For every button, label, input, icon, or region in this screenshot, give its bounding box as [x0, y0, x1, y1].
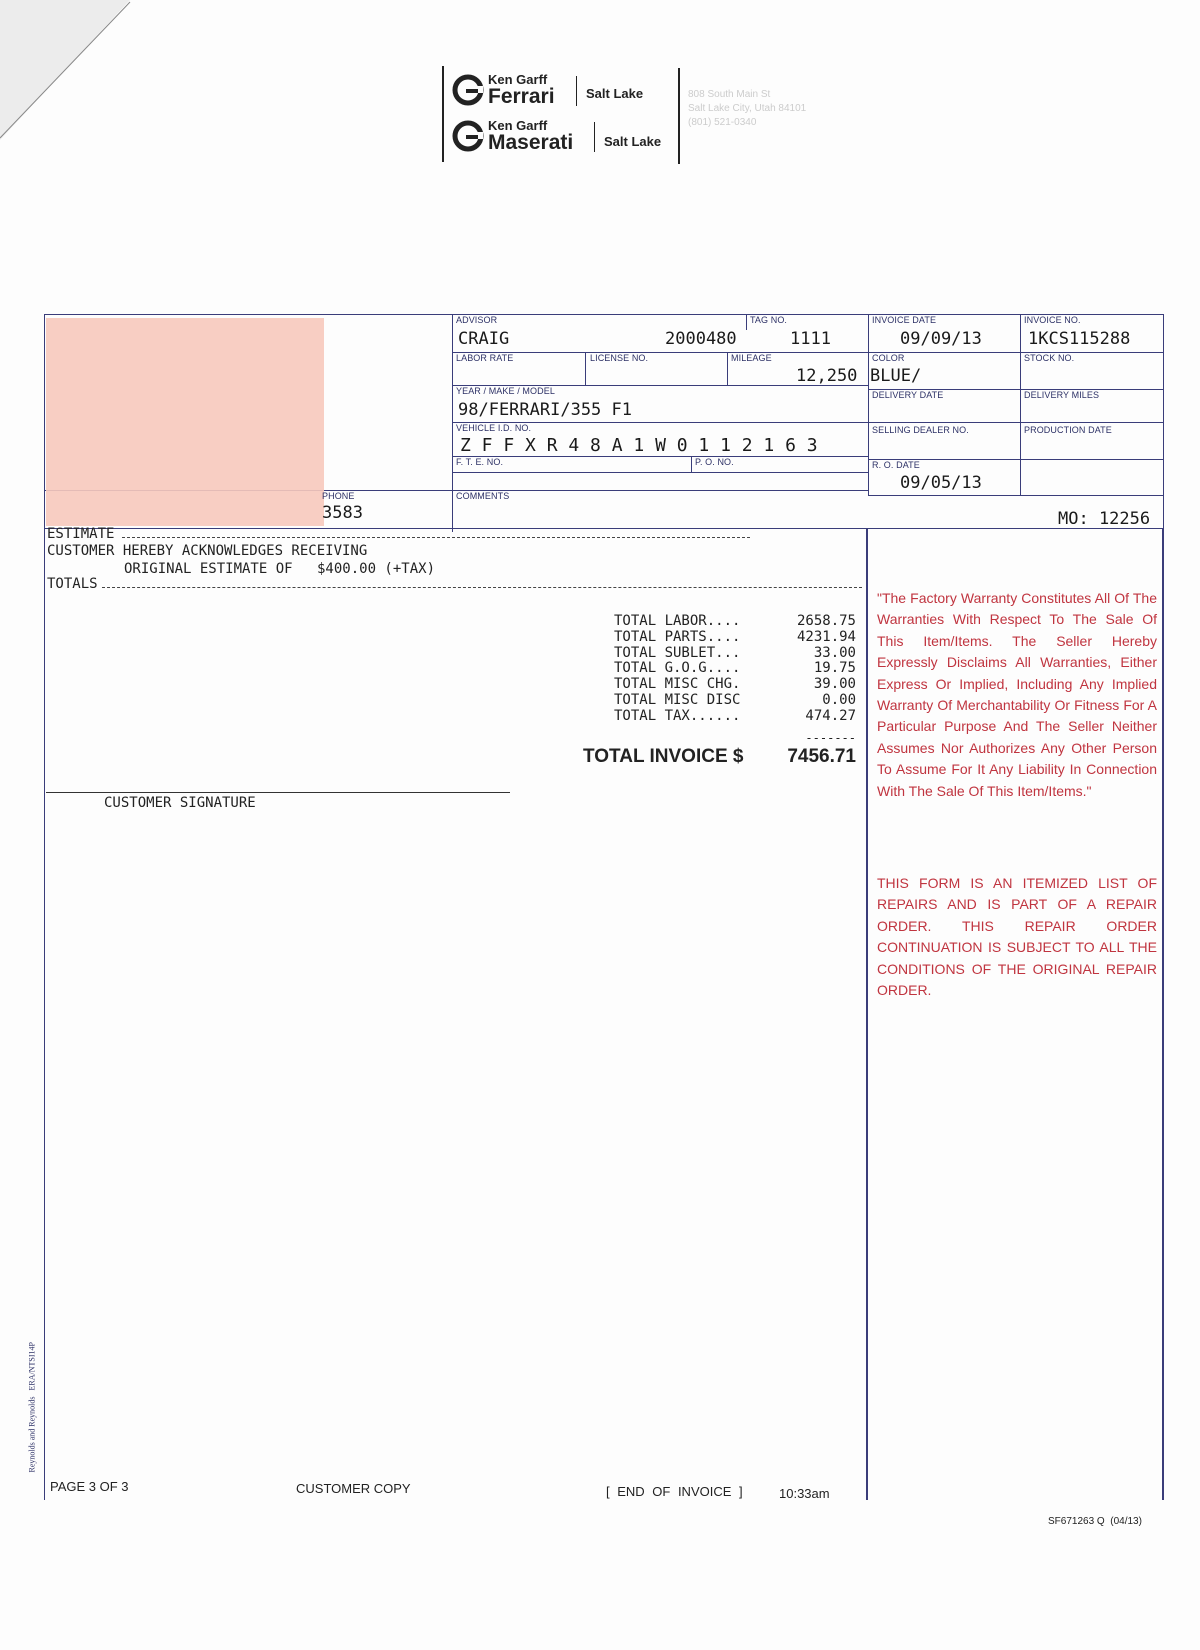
year-make-model-label: YEAR / MAKE / MODEL	[456, 386, 555, 396]
signature-label: CUSTOMER SIGNATURE	[104, 795, 256, 811]
delivery-date-label: DELIVERY DATE	[872, 390, 944, 400]
total-labor-value: 2658.75	[796, 613, 856, 629]
page-number: PAGE 3 OF 3	[50, 1479, 129, 1494]
advisor-number: 2000480	[665, 329, 737, 349]
license-no-label: LICENSE NO.	[590, 353, 649, 363]
location: Salt Lake	[586, 86, 644, 101]
total-misc-disc-label: TOTAL MISC DISC	[614, 691, 741, 708]
estimate-line2: ORIGINAL ESTIMATE OF	[124, 561, 293, 577]
mileage-value: 12,250	[796, 366, 858, 386]
total-tax-label: TOTAL TAX......	[614, 707, 741, 724]
color-value: BLUE/	[870, 366, 922, 386]
advisor-label: ADVISOR	[456, 315, 498, 325]
total-dashes: -------	[805, 731, 856, 745]
print-time: 10:33am	[779, 1486, 830, 1501]
warranty-disclaimer: "The Factory Warranty Constitutes All Of The Warranties With Respect To The Sale Of This Item/Items. The Seller Hereby Expressly Disclaims All Warranties, Either Express Or Implied, Including Any Implied Warranty Of Merchantability Or Fitness For A Particular Purpose And The Seller Neither Assumes Nor Authorizes Any Other Person To Assume For It Any Liability In Connection With The Sale Of This Item/Items."	[877, 590, 1157, 799]
total-tax-value: 474.27	[805, 707, 856, 724]
labor-rate-label: LABOR RATE	[456, 353, 514, 363]
total-invoice-value: 7456.71	[787, 746, 856, 767]
total-parts-value: 4231.94	[796, 628, 856, 645]
total-gog-value: 19.75	[813, 660, 856, 677]
mileage-label: MILEAGE	[731, 353, 772, 363]
total-parts-label: TOTAL PARTS....	[614, 628, 741, 645]
estimate-amount: $400.00 (+TAX)	[317, 561, 436, 577]
vin-value: Z F F X R 4 8 A 1 W 0 1 1 2 1 6 3	[460, 435, 818, 456]
signature-line	[46, 792, 510, 793]
color-label: COLOR	[872, 353, 905, 363]
selling-dealer-label: SELLING DEALER NO.	[872, 425, 969, 435]
fte-no-label: F. T. E. NO.	[456, 457, 504, 467]
stock-no-label: STOCK NO.	[1024, 353, 1075, 363]
itemized-notice: THIS FORM IS AN ITEMIZED LIST OF REPAIRS AND IS PART OF A REPAIR ORDER. THIS REPAIR ORDER CONTINUATION IS SUBJECT TO ALL THE CONDITIONS OF THE ORIGINAL REPAIR ORDER.	[877, 875, 1157, 999]
phone-value: 3583	[322, 503, 363, 523]
phone-label: PHONE	[322, 491, 355, 501]
vehicle-id-label: VEHICLE I.D. NO.	[456, 423, 532, 433]
delivery-miles-label: DELIVERY MILES	[1024, 390, 1100, 400]
invoice-date-value: 09/09/13	[900, 329, 982, 349]
redacted-customer-info	[46, 318, 324, 526]
estimate-heading: ESTIMATE	[47, 526, 115, 542]
total-sublet-value: 33.00	[813, 644, 856, 661]
brand-main: Maserati	[488, 131, 574, 154]
totals-label: TOTALS	[47, 576, 98, 592]
po-no-label: P. O. NO.	[695, 457, 734, 467]
form-code: SF671263 Q (04/13)	[1048, 1516, 1142, 1527]
total-sublet-label: TOTAL SUBLET...	[614, 644, 741, 661]
advisor-value: CRAIG	[458, 329, 510, 349]
brand-top: Ken Garff	[488, 118, 548, 133]
invoice-date-label: INVOICE DATE	[872, 315, 937, 325]
brand-main: Ferrari	[488, 85, 555, 108]
total-labor-label: TOTAL LABOR....	[614, 613, 741, 629]
mo-number: MO: 12256	[1058, 509, 1151, 529]
location: Salt Lake	[604, 134, 662, 149]
estimate-line1: CUSTOMER HEREBY ACKNOWLEDGES RECEIVING	[47, 543, 368, 559]
total-invoice-label: TOTAL INVOICE $	[583, 746, 744, 767]
invoice-no-value: 1KCS115288	[1028, 329, 1131, 349]
year-make-model-value: 98/FERRARI/355 F1	[458, 400, 632, 420]
total-misc-chg-value: 39.00	[813, 676, 856, 693]
totals-values	[768, 614, 856, 725]
tag-no-label: TAG NO.	[750, 315, 788, 325]
ro-date-value: 09/05/13	[900, 473, 982, 493]
customer-copy: CUSTOMER COPY	[296, 1481, 411, 1496]
total-misc-chg-label: TOTAL MISC CHG.	[614, 676, 741, 693]
reynolds-side-text: Reynolds and Reynolds ERA/NTSI14P	[27, 1342, 37, 1473]
invoice-no-label: INVOICE NO.	[1024, 315, 1081, 325]
production-date-label: PRODUCTION DATE	[1024, 425, 1112, 435]
totals-labels	[614, 614, 740, 725]
tag-no-value: 1111	[790, 329, 831, 349]
end-of-invoice: [ END OF INVOICE ]	[606, 1484, 743, 1499]
ro-date-label: R. O. DATE	[872, 460, 920, 470]
dealer-address: 808 South Main St Salt Lake City, Utah 84101 (801) 521-0340	[688, 89, 807, 128]
total-gog-label: TOTAL G.O.G....	[614, 660, 741, 677]
comments-label: COMMENTS	[456, 491, 510, 501]
total-misc-disc-value: 0.00	[822, 691, 856, 708]
brand-top: Ken Garff	[488, 72, 548, 87]
